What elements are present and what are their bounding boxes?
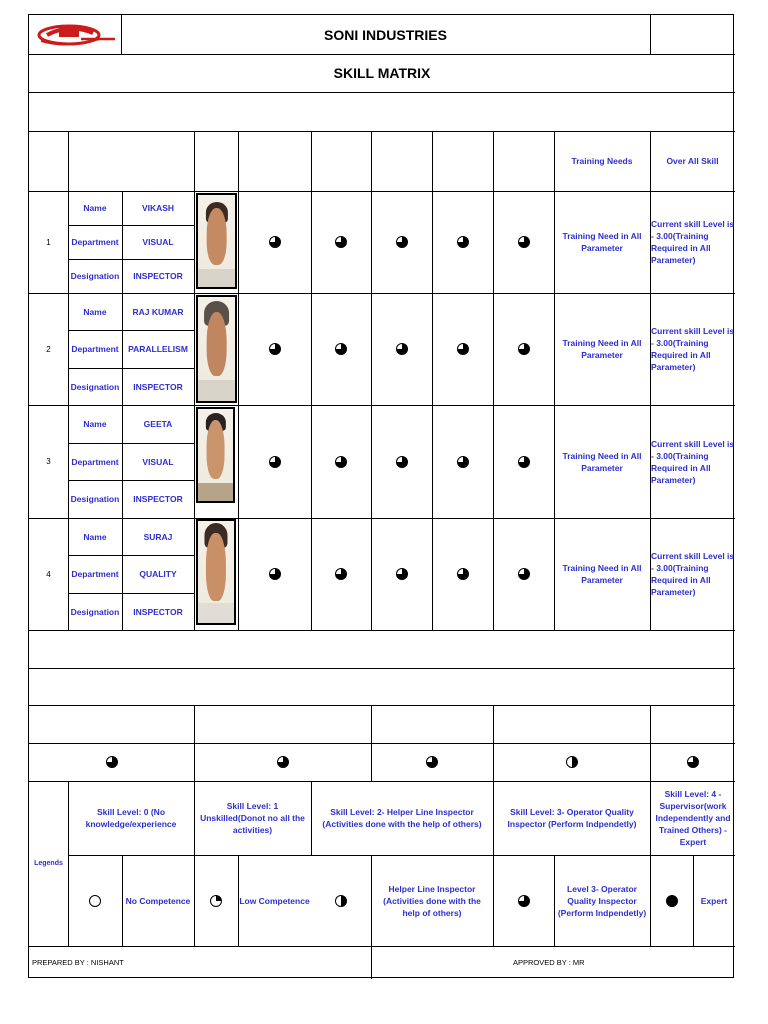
level-symbol [566,756,578,768]
employee-designation: INSPECTOR [133,494,183,504]
name-label: Name [83,203,107,213]
employee-photo [196,193,237,289]
legend-symbol [518,895,530,907]
legend-level-3: Skill Level: 3- Operator Quality Inspector (Perform Indpendetly) [507,807,637,829]
skill-level-symbol [396,236,408,248]
legend-level-4: Skill Level: 4 - Supervisor(work Independently and Trained Others) - Expert [655,789,731,847]
designation-label: Designation [70,606,120,617]
prepared-by: PREPARED BY : NISHANT [32,958,124,967]
employee-designation: INSPECTOR [133,381,183,392]
legend-level-2: Skill Level: 2- Helper Line Inspector (Activities done with the help of others) [322,807,482,829]
designation-label: Designation [70,381,120,392]
training-need-text: Training Need in All Parameter [562,563,642,585]
legends-label: Legends [34,859,63,867]
skill-matrix-sheet [28,14,734,978]
designation-label: Designation [70,271,120,281]
employee-designation: INSPECTOR [133,606,183,617]
employee-photo [196,519,236,625]
overall-skill-text: Current skill Level is - 3.00(Training Required in All Parameter) [651,551,735,597]
legend-symbol [210,895,222,907]
employee-name: SURAJ [143,531,173,542]
overall-skill-text: Current skill Level is - 3.00(Training Required in All Parameter) [651,219,735,265]
company-name: SONI INDUSTRIES [324,26,447,43]
overall-skill-header: Over All Skill [666,156,719,166]
skill-level-symbol [396,343,408,355]
legend-item-text: No Competence [125,895,191,906]
legend-item-text: Helper Line Inspector (Activities done with the help of others) [383,883,481,918]
department-label: Department [71,237,119,247]
designation-label: Designation [70,494,120,504]
employee-name: VIKASH [141,203,175,213]
legend-item-text: Level 3- Operator Quality Inspector (Perform Indpendetly) [557,883,647,918]
employee-department: VISUAL [142,237,174,247]
employee-name: RAJ KUMAR [132,306,184,317]
name-label: Name [83,306,107,317]
serial-number: 2 [46,344,51,354]
department-label: Department [71,569,119,579]
skill-level-symbol [518,343,530,355]
company-logo [33,21,117,49]
skill-level-symbol [335,343,347,355]
skill-level-symbol [457,568,469,580]
skill-level-symbol [269,568,281,580]
approved-by: APPROVED BY : MR [513,958,585,967]
training-need-text: Training Need in All Parameter [562,231,642,253]
skill-level-symbol [457,343,469,355]
document-title: SKILL MATRIX [333,65,431,81]
skill-level-symbol [335,456,347,468]
legend-item-text: Expert [700,895,728,906]
level-symbol [687,756,699,768]
employee-photo [196,407,235,503]
legend-symbol [335,895,347,907]
employee-department: PARALLELISM [128,344,188,354]
overall-skill-text: Current skill Level is - 3.00(Training Required in All Parameter) [651,438,735,485]
department-label: Department [71,456,119,467]
employee-name: GEETA [143,419,173,429]
skill-level-symbol [335,568,347,580]
legend-level-1: Skill Level: 1 Unskilled(Donot no all the activities) [200,801,305,835]
skill-level-symbol [518,236,530,248]
skill-level-symbol [457,456,469,468]
legend-level-0: Skill Level: 0 (No knowledge/experience [85,807,177,829]
skill-level-symbol [335,236,347,248]
legend-symbol [89,895,101,907]
skill-level-symbol [518,568,530,580]
legend-symbol [666,895,678,907]
skill-level-symbol [269,456,281,468]
level-symbol [106,756,118,768]
overall-skill-text: Current skill Level is - 3.00(Training Required in All Parameter) [651,326,735,372]
training-need-text: Training Need in All Parameter [562,450,642,473]
serial-number: 4 [46,569,51,579]
name-label: Name [83,419,107,429]
level-symbol [426,756,438,768]
skill-level-symbol [269,343,281,355]
employee-department: VISUAL [142,456,174,467]
training-need-text: Training Need in All Parameter [562,338,642,360]
serial-number: 3 [46,457,51,466]
employee-photo [196,295,237,403]
skill-level-symbol [457,236,469,248]
skill-level-symbol [269,236,281,248]
skill-level-symbol [396,568,408,580]
employee-designation: INSPECTOR [133,271,183,281]
department-label: Department [71,344,119,354]
employee-department: QUALITY [139,569,177,579]
serial-number: 1 [46,237,51,247]
name-label: Name [83,531,107,542]
level-symbol [277,756,289,768]
skill-level-symbol [396,456,408,468]
legend-item-text: Low Competence [239,895,310,906]
training-needs-header: Training Needs [571,156,633,166]
skill-level-symbol [518,456,530,468]
